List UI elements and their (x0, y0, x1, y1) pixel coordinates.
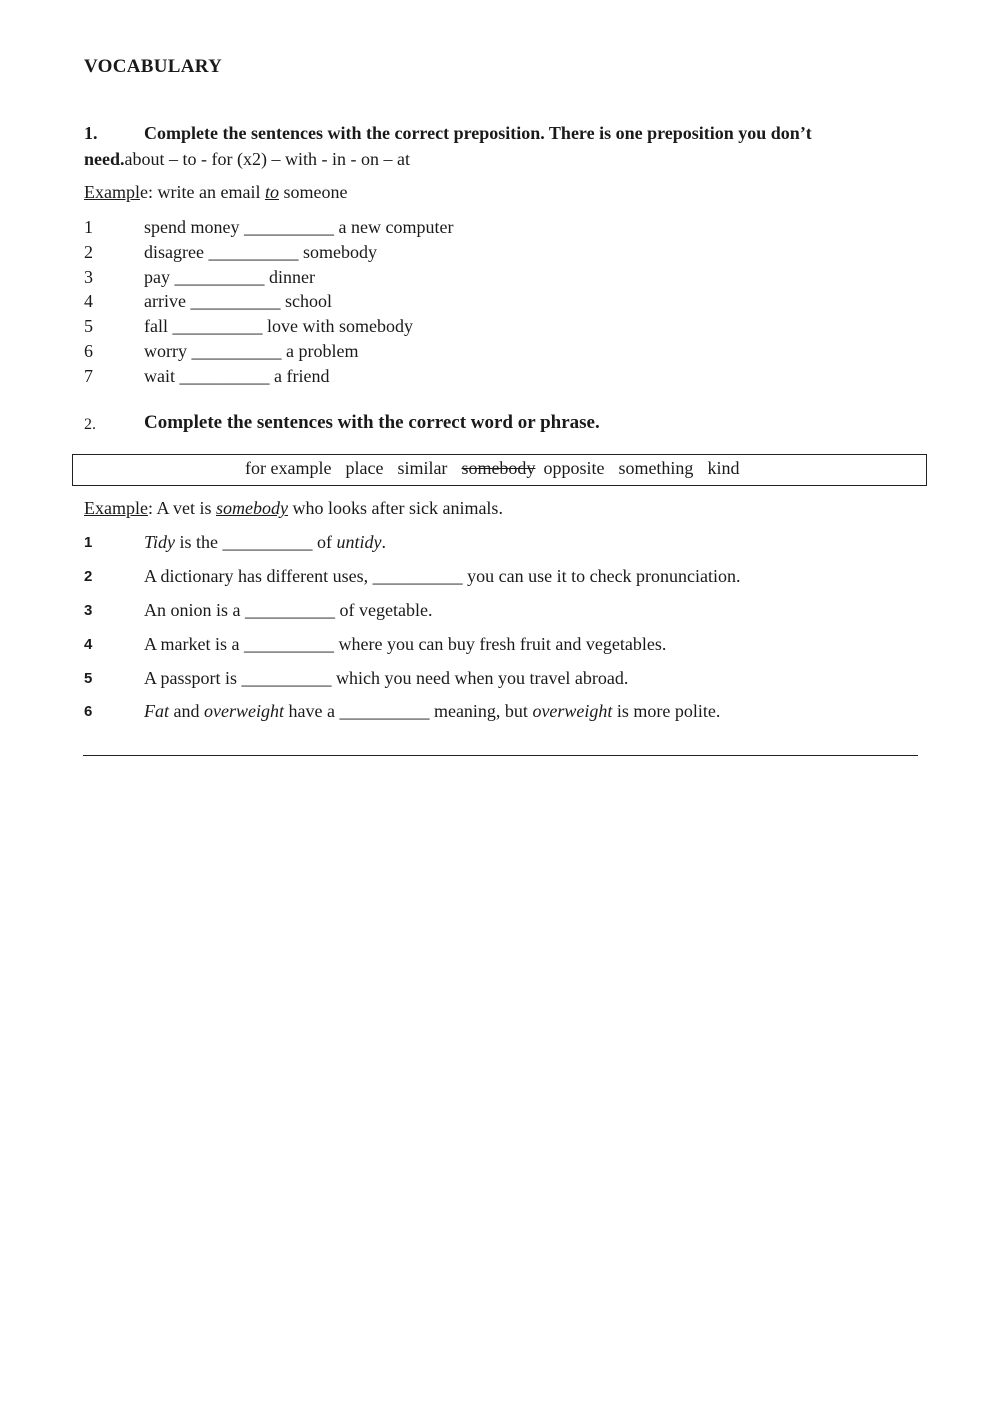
word-option: for example (245, 458, 332, 478)
item-text[interactable] (144, 532, 386, 553)
section1-number: 1. (84, 123, 98, 143)
section1-instruction: Complete the sentences with the correct preposition. There is one preposition you don’t (144, 123, 812, 143)
section2-number: 2. (84, 416, 96, 433)
item-number: 2 (84, 568, 93, 585)
italic-word: Tidy (144, 532, 176, 552)
item-text[interactable]: spend money __________ a new computer (144, 217, 454, 237)
example-text: : A vet is (147, 498, 216, 518)
word-box-words (245, 458, 753, 479)
item-number: 1 (84, 534, 93, 551)
example-label: Example (84, 498, 148, 518)
text-segment: is the __________ of (175, 532, 337, 552)
text-segment: and (169, 701, 204, 721)
item-number: 6 (84, 340, 93, 361)
section1-example (84, 182, 347, 203)
section1-heading (84, 123, 812, 144)
text-segment: have a __________ meaning, but (283, 701, 533, 721)
example-label: Exampl (84, 182, 140, 202)
item-text[interactable]: An onion is a __________ of vegetable. (144, 600, 433, 620)
item-text[interactable]: A dictionary has different uses, __________ you can use it to check pronunciation. (144, 566, 741, 586)
word-option: something (618, 458, 694, 478)
item-number: 5 (84, 316, 93, 337)
section1-instruction-cont (84, 149, 410, 170)
word-box (72, 454, 927, 486)
text-segment: is more polite. (612, 701, 721, 721)
italic-word: untidy (336, 532, 382, 552)
item-text[interactable]: arrive __________ school (144, 291, 332, 312)
item-number: 5 (84, 670, 93, 687)
item-text[interactable]: A market is a __________ where you can buy fresh fruit and vegetables. (144, 634, 667, 654)
bottom-divider (83, 755, 918, 756)
item-number: 7 (84, 365, 93, 386)
word-option-struck: somebody (461, 458, 536, 478)
item-number: 3 (84, 602, 93, 619)
item-text[interactable] (144, 701, 720, 722)
section2-example (84, 498, 503, 519)
item-text[interactable]: wait __________ a friend (144, 365, 330, 386)
item-text[interactable]: disagree __________ somebody (144, 241, 377, 262)
item-text[interactable]: fall __________ love with somebody (144, 316, 413, 337)
example-answer: to (264, 182, 279, 202)
word-option: similar (397, 458, 448, 478)
item-number: 6 (84, 703, 93, 720)
word-option: place (345, 458, 384, 478)
example-answer: somebody (216, 498, 288, 518)
section2-instruction: Complete the sentences with the correct word or phrase. (144, 412, 600, 433)
section1-instruction-end: need. (84, 149, 125, 169)
word-option: kind (707, 458, 740, 478)
italic-word: overweight (532, 701, 613, 721)
item-number: 2 (84, 241, 93, 262)
page-title: VOCABULARY (84, 56, 223, 77)
item-text[interactable]: pay __________ dinner (144, 266, 315, 287)
example-text: e: write an email (140, 182, 265, 202)
item-number: 4 (84, 636, 93, 653)
item-number: 1 (84, 217, 93, 237)
word-option: opposite (543, 458, 605, 478)
item-number: 4 (84, 291, 93, 312)
section1-word-list: about – to - for (x2) – with - in - on – at (124, 149, 410, 169)
example-end: someone (278, 182, 348, 202)
text-segment: . (381, 532, 387, 552)
italic-word: overweight (204, 701, 284, 721)
italic-word: Fat (144, 701, 169, 721)
item-text[interactable]: A passport is __________ which you need when you travel abroad. (144, 668, 629, 688)
item-number: 3 (84, 266, 93, 287)
item-text[interactable]: worry __________ a problem (144, 340, 359, 361)
example-end: who looks after sick animals. (287, 498, 503, 518)
